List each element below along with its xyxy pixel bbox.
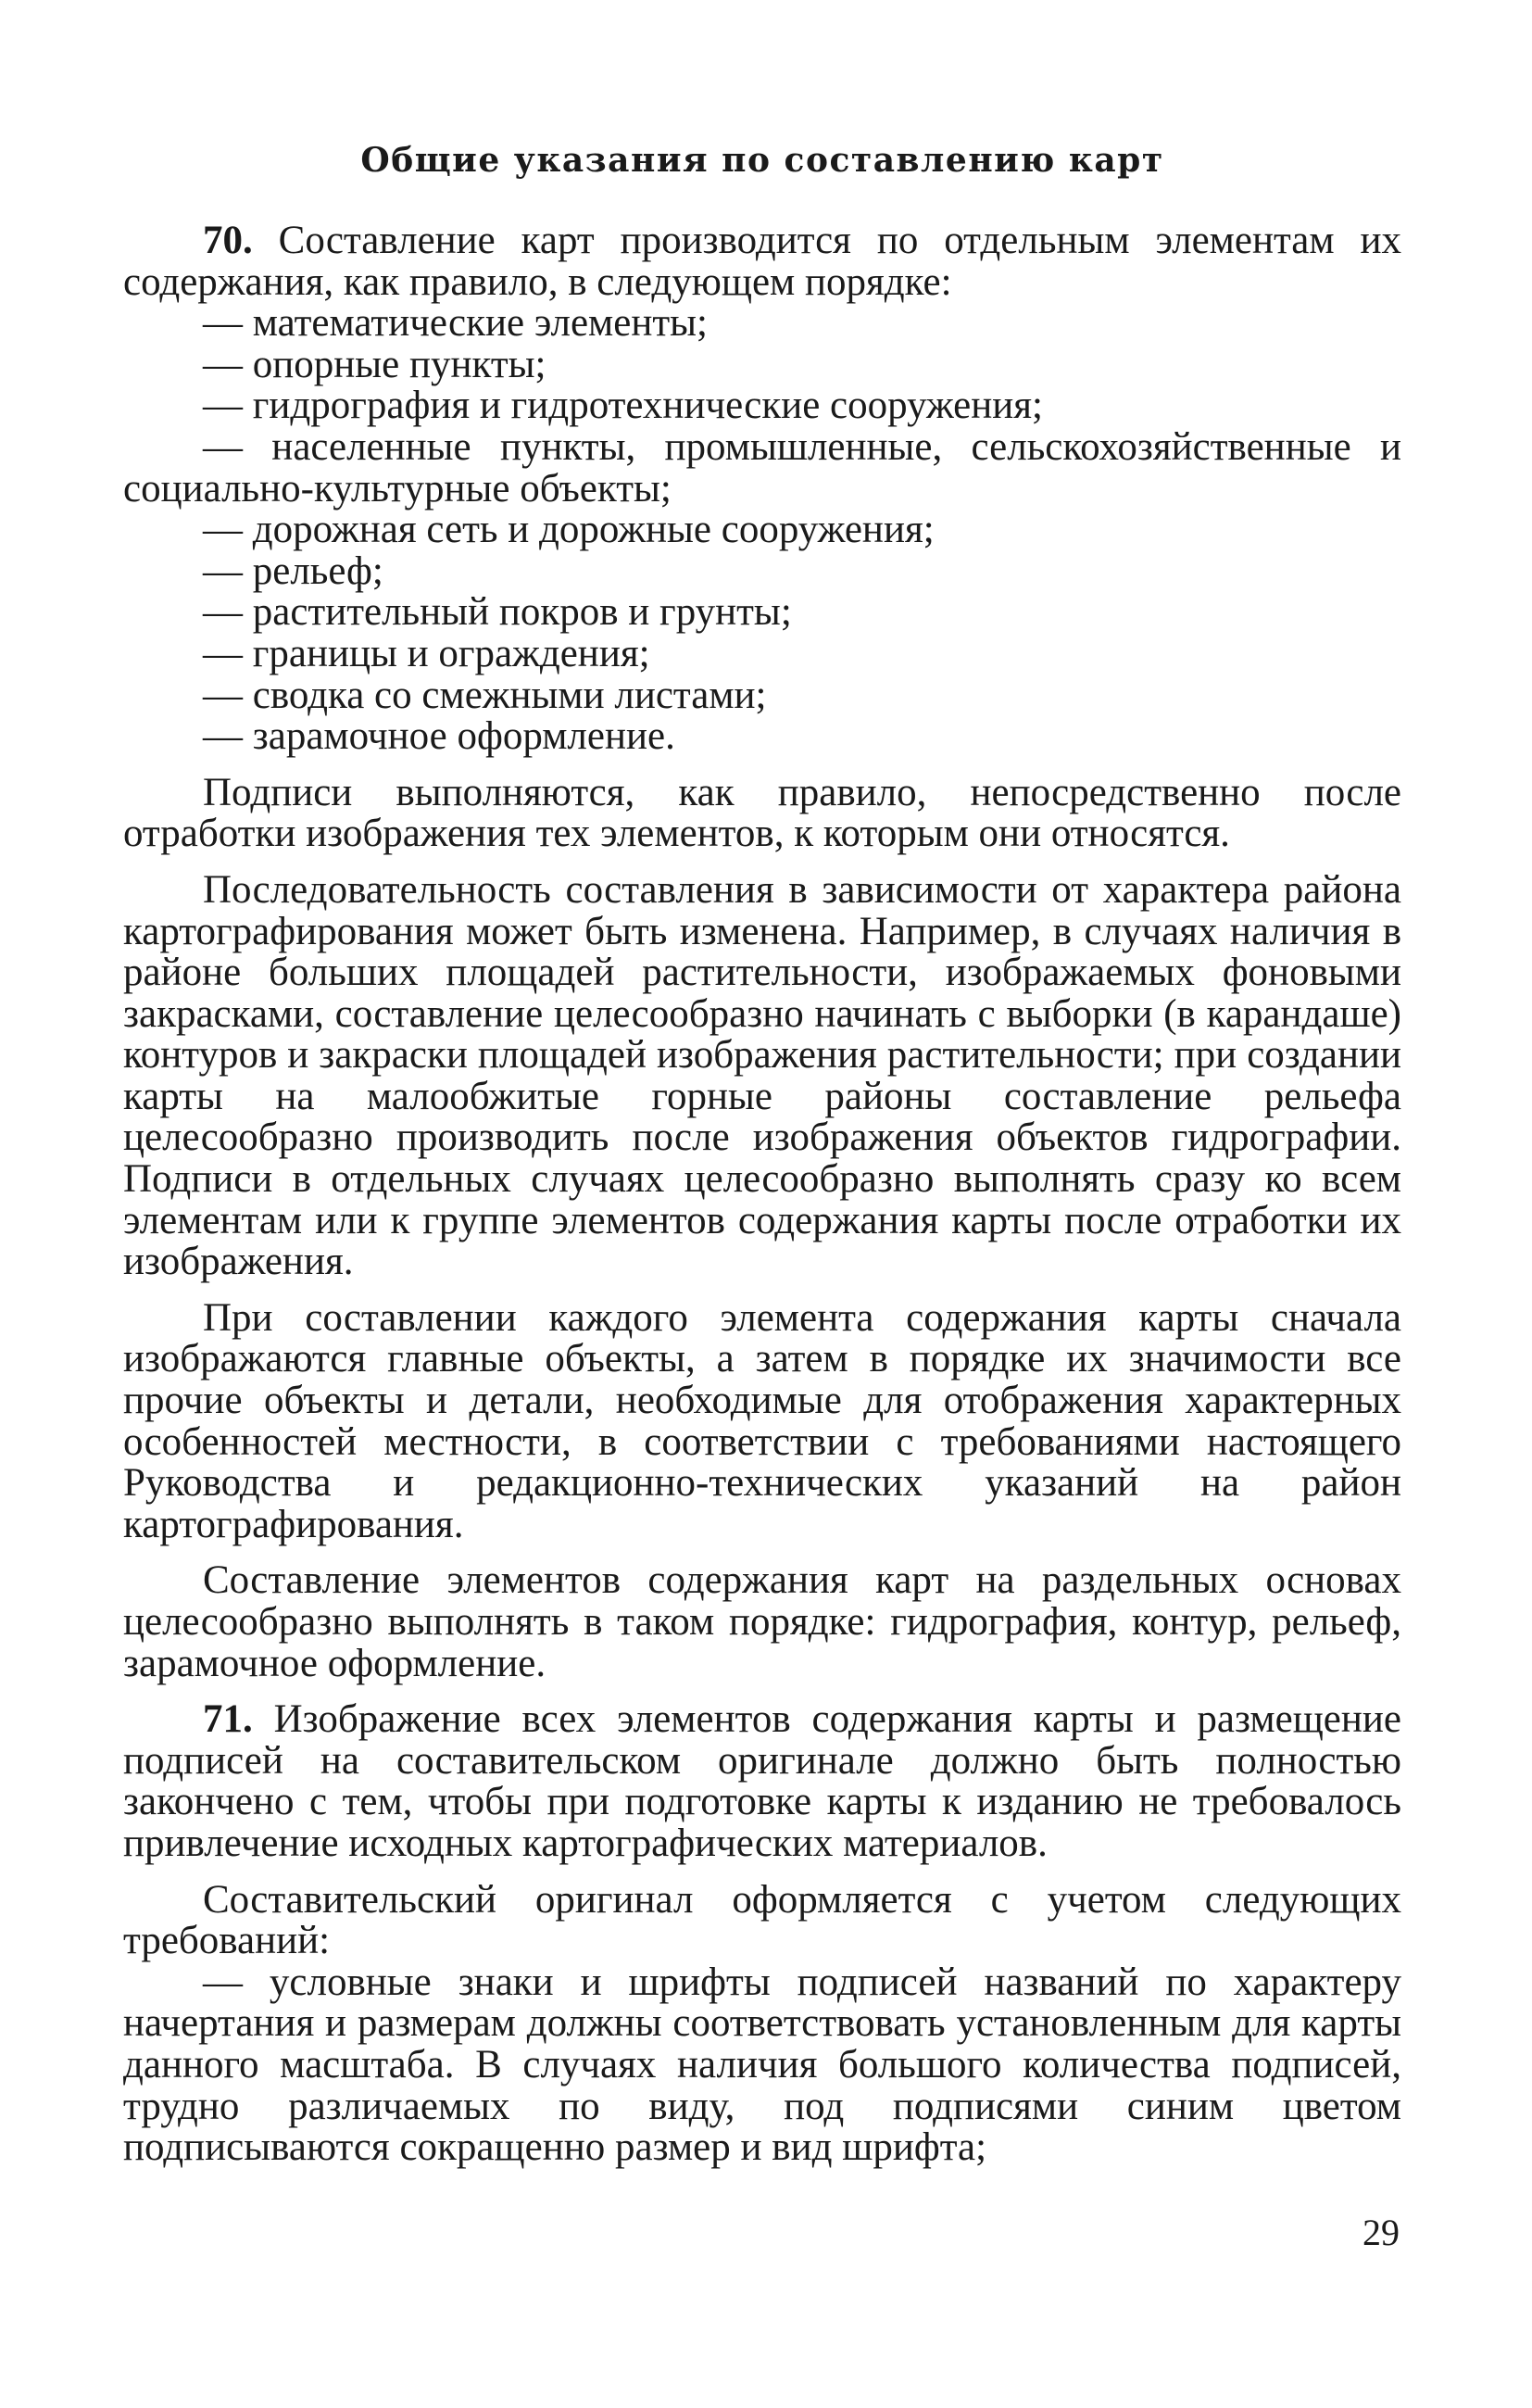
list-item: — границы и ограждения; (203, 631, 650, 675)
paragraph-original: Составительский оригинал оформляется с учетом следующих требований: (123, 1877, 1401, 1963)
paragraph-text: Составление карт производится по отдельным элементам их содержания, как правило, в следующем порядке: (123, 219, 1401, 304)
page-number: 29 (1362, 2212, 1400, 2253)
paragraph-text: Изображение всех элементов содержания карты и размещение подписей на составительском оригинале должно быть полностью закончено с тем, чтобы при подготовке карты к изданию не требовалось привлечение исходных картографических материалов. (123, 1697, 1401, 1865)
paragraph-signatures: Подписи выполняются, как правило, непосредственно после отработки изображения тех элементов, к которым они относятся. (123, 770, 1401, 856)
document-page (123, 0, 1401, 2408)
paragraph-70 (123, 221, 1401, 303)
list-item: — зарамочное оформление. (203, 714, 675, 759)
list-item: — населенные пункты, промышленные, сельскохозяйственные и социально-культурные объекты; (123, 424, 1401, 511)
list-item: — сводка со смежными листами; (203, 673, 767, 717)
list-item: — растительный покров и грунты; (203, 590, 792, 635)
list-item: — рельеф; (203, 548, 383, 593)
paragraph-number: 71. (203, 1697, 253, 1742)
paragraph-separate: Составление элементов содержания карт на раздельных основах целесообразно выполнять в таком порядке: гидрография, контур, рельеф, зарамочное оформление. (123, 1558, 1401, 1685)
list-item: — математические элементы; (203, 301, 708, 346)
list-item: — гидрография и гидротехнические сооружения; (203, 384, 1043, 428)
list-item: — опорные пункты; (203, 342, 546, 386)
paragraph-elements: При составлении каждого элемента содержания карты сначала изображаются главные объекты, а затем в порядке их значимости все прочие объекты и детали, необходимые для отображения характерных особенностей местности, в соответствии с требованиями настоящего Руководства и редакционно-технических указаний на район картографирования. (123, 1295, 1401, 1546)
paragraph-number: 70. (203, 219, 253, 262)
body-text (123, 221, 1401, 2169)
paragraph-71 (123, 1699, 1401, 1864)
paragraph-sequence: Последовательность составления в зависимости от характера района картографирования может быть изменена. Например, в случаях наличия в районе больших площадей растительности, изображаемых фоновыми закрасками, составление целесообразно начинать с выборки (в карандаше) контуров и закраски площадей изображения растительности; при создании карты на малообжитые горные районы составление рельефа целесообразно производить после изображения объектов гидрографии. Подписи в отдельных случаях целесообразно выполнять сразу ко всем элементам или к группе элементов содержания карты после отработки их изображения. (123, 867, 1401, 1284)
section-title: Общие указания по составлению карт (360, 141, 1164, 180)
list-item: — дорожная сеть и дорожные сооружения; (203, 508, 935, 552)
list-item: — условные знаки и шрифты подписей названий по характеру начертания и размерам должны соответствовать установленным для карты данного масштаба. В случаях наличия большого количества подписей, трудно различаемых по виду, под подписями синим цветом подписываются сокращенно размер и вид шрифта; (123, 1960, 1401, 2170)
